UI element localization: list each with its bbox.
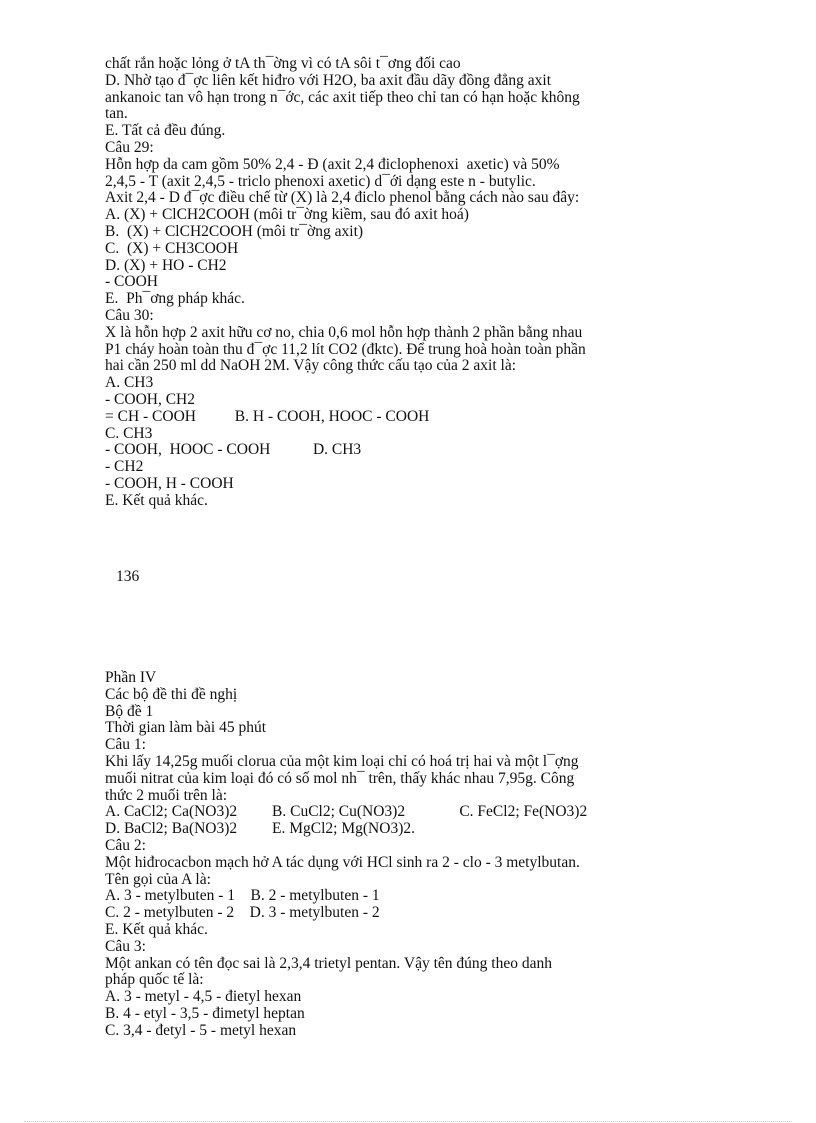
answer-option: A. 3 - metylbuten - 1 B. 2 - metylbuten - 1 [105, 887, 380, 905]
text-line: chất rắn hoặc lỏng ở tA th¯ờng vì có tA sôi t¯ơng đối cao [105, 55, 461, 72]
answer-option: - COOH, HOOC - COOH D. CH3 [105, 441, 362, 459]
section-title: Các bộ đề thi đề nghị [105, 685, 238, 703]
text-line: 2,4,5 - T (axit 2,4,5 - triclo phenoxi axetic) d¯ới dạng este n - butylic. [105, 172, 536, 190]
page-number: 136 [116, 568, 140, 585]
answer-option: D. (X) + HO - CH2 [105, 256, 227, 274]
answer-option: E. Kết quả khác. [105, 920, 208, 938]
part-title: Phần IV [105, 669, 157, 686]
answer-option: - COOH [105, 273, 158, 291]
text-line: Một hiđrocacbon mạch hở A tác dụng với HCl sinh ra 2 - clo - 3 metylbutan. [105, 853, 580, 871]
answer-option: C. CH3 [105, 424, 153, 442]
text-line: Một ankan có tên đọc sai là 2,3,4 trietyl pentan. Vậy tên đúng theo danh [105, 954, 552, 972]
page-edge-divider [24, 1121, 792, 1122]
answer-option: A. 3 - metyl - 4,5 - đietyl hexan [105, 988, 302, 1006]
answer-option: E. Kết quả khác. [105, 491, 208, 509]
answer-option: B. 4 - etyl - 3,5 - đimetyl heptan [105, 1004, 305, 1022]
question-heading: Câu 2: [105, 836, 146, 854]
answer-option: - COOH, H - COOH [105, 474, 234, 492]
text-line: muối nitrat của kim loại đó có số mol nh¯ trên, thấy khác nhau 7,95g. Công [105, 769, 575, 787]
question-heading: Câu 3: [105, 937, 146, 955]
answer-option: - CH2 [105, 458, 144, 476]
answer-option: = CH - COOH B. H - COOH, HOOC - COOH [105, 407, 430, 425]
text-line: hai cần 250 ml dd NaOH 2M. Vậy công thức cấu tạo của 2 axit là: [105, 357, 516, 375]
exam-set-title: Bộ đề 1 [105, 702, 154, 720]
answer-option: E. Ph¯ơng pháp khác. [105, 290, 245, 308]
answer-option: A. CaCl2; Ca(NO3)2 B. CuCl2; Cu(NO3)2 C. FeCl2; Fe(NO3)2 [105, 803, 588, 821]
question-heading: Câu 30: [105, 306, 154, 324]
text-line: Axit 2,4 - D đ¯ợc điều chế từ (X) là 2,4 điclo phenol bằng cách nào sau đây: [105, 189, 580, 207]
text-line: E. Tất cả đều đúng. [105, 122, 226, 140]
time-limit: Thời gian làm bài 45 phút [105, 719, 267, 737]
page-137-body [105, 670, 705, 1040]
text-line: ankanoic tan vô hạn trong n¯ớc, các axit tiếp theo chỉ tan có hạn hoặc không [105, 88, 580, 106]
answer-option: A. CH3 [105, 374, 154, 392]
answer-option: B. (X) + ClCH2COOH (môi tr¯ờng axit) [105, 222, 364, 240]
text-line: tan. [105, 105, 128, 123]
text-line: pháp quốc tế là: [105, 971, 204, 989]
answer-option: D. BaCl2; Ba(NO3)2 E. MgCl2; Mg(NO3)2. [105, 820, 415, 838]
text-line: Tên gọi của A là: [105, 870, 211, 888]
text-line: Khi lấy 14,25g muối clorua của một kim loại chỉ có hoá trị hai và một l¯ợng [105, 752, 579, 770]
text-line: Hỗn hợp da cam gồm 50% 2,4 - Đ (axit 2,4 điclophenoxi axetic) và 50% [105, 155, 560, 173]
text-line: D. Nhờ tạo đ¯ợc liên kết hiđro với H2O, ba axit đầu dãy đồng đẳng axit [105, 71, 552, 89]
answer-option: C. 2 - metylbuten - 2 D. 3 - metylbuten - 2 [105, 904, 380, 922]
text-line: X là hỗn hợp 2 axit hữu cơ no, chia 0,6 mol hỗn hợp thành 2 phần bằng nhau [105, 323, 583, 341]
answer-option: C. 3,4 - đetyl - 5 - metyl hexan [105, 1021, 297, 1039]
question-heading: Câu 29: [105, 138, 154, 156]
answer-option: - COOH, CH2 [105, 390, 195, 408]
answer-option: C. (X) + CH3COOH [105, 239, 239, 257]
text-line: P1 cháy hoàn toàn thu đ¯ợc 11,2 lít CO2 (đktc). Để trung hoà hoàn toàn phần [105, 340, 586, 358]
text-line: thức 2 muối trên là: [105, 786, 228, 804]
page-136-body [105, 56, 705, 510]
answer-option: A. (X) + ClCH2COOH (môi tr¯ờng kiềm, sau đó axit hoá) [105, 206, 469, 224]
question-heading: Câu 1: [105, 736, 146, 754]
